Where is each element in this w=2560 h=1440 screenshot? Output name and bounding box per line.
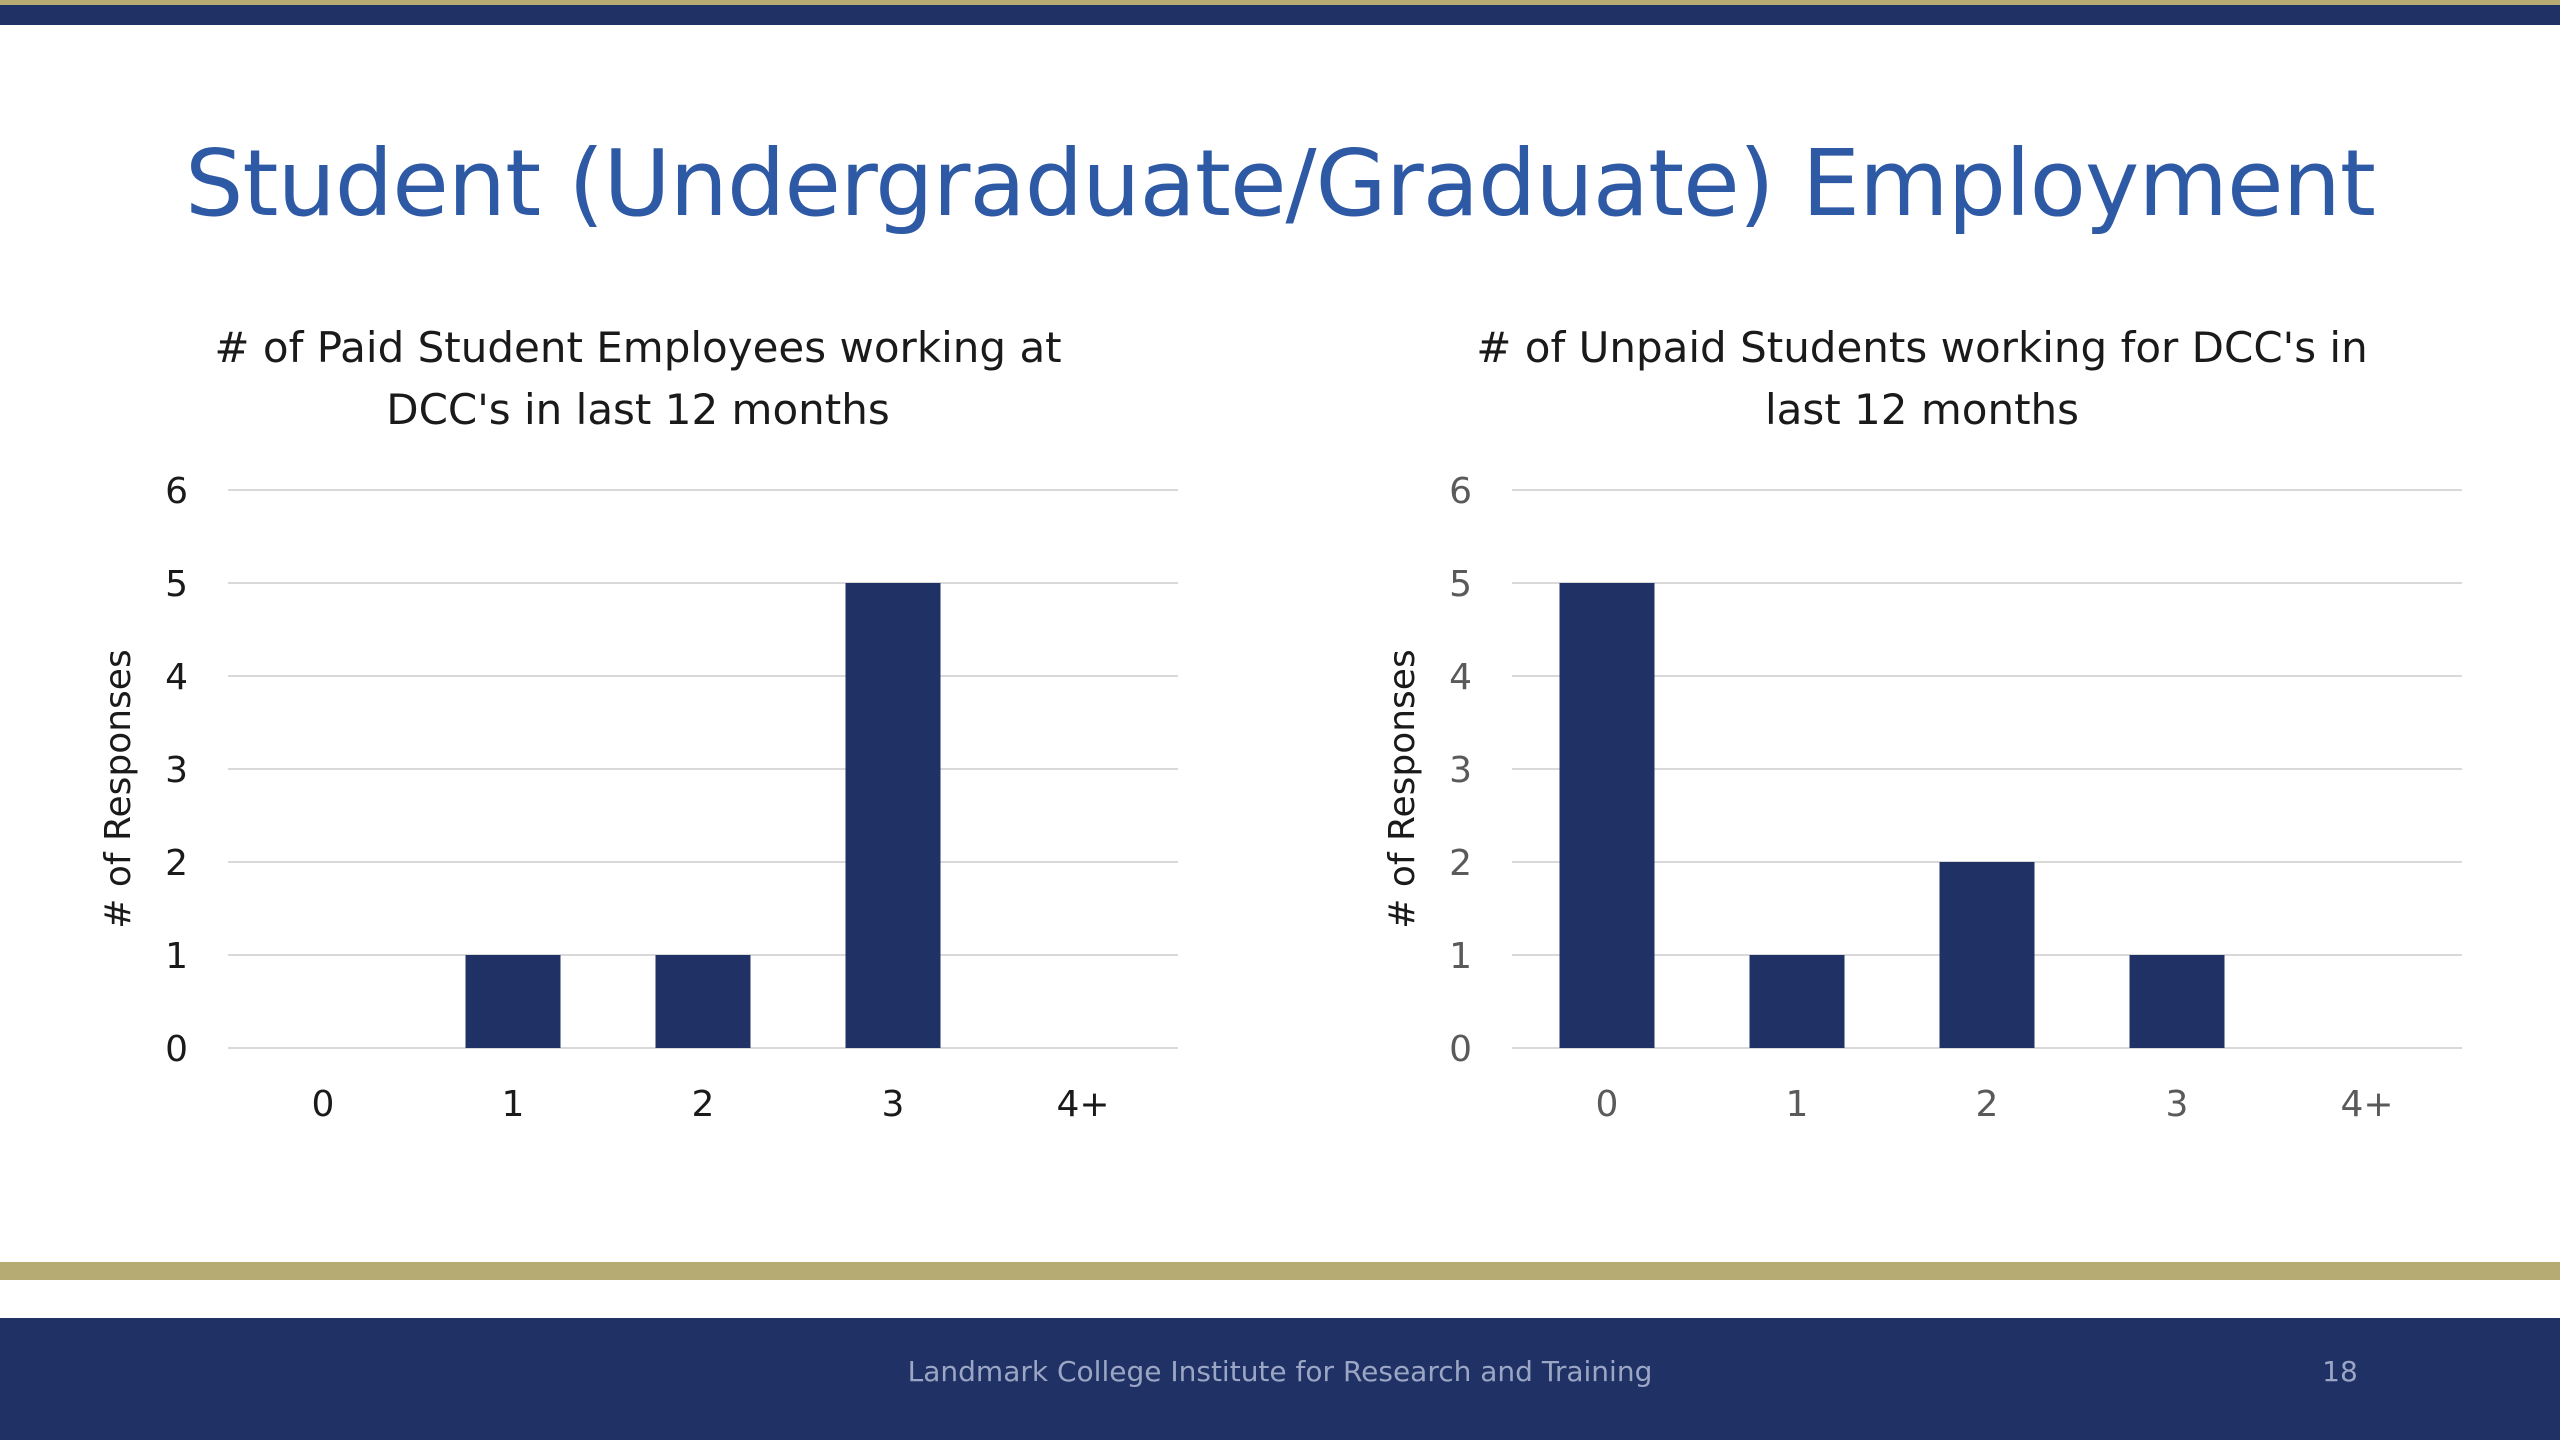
top-navy-band [0,5,2560,25]
chart-title-line: last 12 months [1764,385,2080,434]
chart-title-line: # of Paid Student Employees working at [214,323,1062,372]
bar-1 [466,955,561,1048]
x-tick-label: 3 [881,1084,905,1125]
bar-3 [2130,955,2225,1048]
x-tick-label: 1 [1785,1084,1809,1125]
y-tick-label: 0 [1449,1029,1472,1070]
page-number: 18 [2322,1355,2358,1388]
bar-3 [846,583,941,1048]
unpaid-students-chart [1382,323,2462,1125]
y-tick-label: 2 [165,843,188,884]
slide-title: Student (Undergraduate/Graduate) Employment [185,130,2375,237]
charts-canvas [0,300,2560,1200]
x-tick-label: 4+ [2340,1084,2394,1125]
y-tick-label: 6 [1449,471,1472,512]
y-tick-label: 3 [165,750,188,791]
y-tick-label: 2 [1449,843,1472,884]
y-tick-label: 3 [1449,750,1472,791]
x-tick-label: 2 [1975,1084,1999,1125]
x-tick-label: 0 [311,1084,335,1125]
x-tick-label: 0 [1595,1084,1619,1125]
bar-2 [656,955,751,1048]
bottom-gold-band [0,1262,2560,1280]
chart-title-line: # of Unpaid Students working for DCC's in [1476,323,2368,372]
chart-title-line: DCC's in last 12 months [386,385,890,434]
y-tick-label: 5 [165,564,188,605]
y-tick-label: 1 [1449,936,1472,977]
y-axis-label: # of Responses [1382,649,1423,929]
y-tick-label: 4 [165,657,188,698]
y-tick-label: 5 [1449,564,1472,605]
bar-2 [1940,862,2035,1048]
bar-0 [1560,583,1655,1048]
y-tick-label: 0 [165,1029,188,1070]
bar-1 [1750,955,1845,1048]
x-tick-label: 3 [2165,1084,2189,1125]
y-tick-label: 1 [165,936,188,977]
x-tick-label: 4+ [1056,1084,1110,1125]
footer-text: Landmark College Institute for Research and Training [907,1355,1653,1388]
paid-students-chart [98,323,1178,1125]
x-tick-label: 2 [691,1084,715,1125]
x-tick-label: 1 [501,1084,525,1125]
y-axis-label: # of Responses [98,649,139,929]
y-tick-label: 4 [1449,657,1472,698]
y-tick-label: 6 [165,471,188,512]
